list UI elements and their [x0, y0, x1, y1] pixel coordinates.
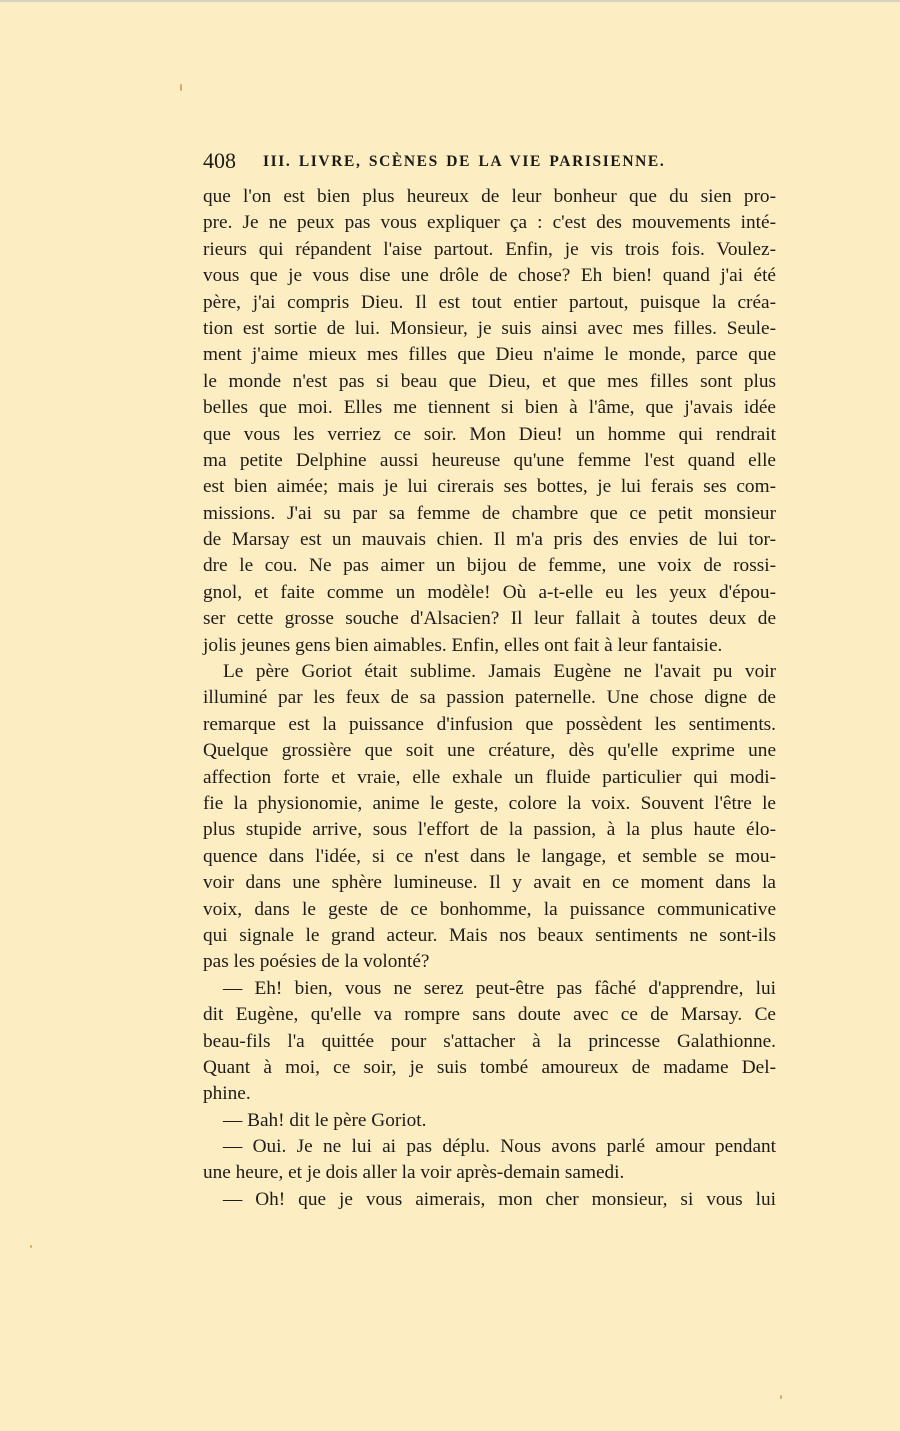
text-line: dre le cou. Ne pas aimer un bijou de femme, une voix de rossi-	[203, 555, 776, 577]
text-line: que vous les verriez ce soir. Mon Dieu! un homme qui rendrait	[203, 423, 776, 445]
text-line: est bien aimée; mais je lui cirerais ses bottes, je lui ferais ses com-	[203, 476, 776, 498]
text-line: vous que je vous dise une drôle de chose? Eh bien! quand j'ai été	[203, 265, 776, 287]
text-line: une heure, et je dois aller la voir après-demain samedi.	[203, 1162, 625, 1184]
running-head: III. LIVRE, SCÈNES DE LA VIE PARISIENNE.	[263, 153, 666, 170]
text-line: missions. J'ai su par sa femme de chambre que ce petit monsieur	[203, 502, 776, 524]
paper-speck	[180, 84, 182, 91]
text-line: fie la physionomie, anime le geste, colore la voix. Souvent l'être le	[203, 792, 776, 814]
page-number: 408	[203, 148, 236, 173]
text-line: plus stupide arrive, sous l'effort de la passion, à la plus haute élo-	[203, 819, 776, 841]
text-line: Quelque grossière que soit une créature, dès qu'elle exprime une	[203, 740, 776, 762]
text-line: qui signale le grand acteur. Mais nos beaux sentiments ne sont-ils	[203, 924, 776, 946]
text-line: quence dans l'idée, si ce n'est dans le langage, et semble se mou-	[203, 845, 776, 867]
text-line: de Marsay est un mauvais chien. Il m'a pris des envies de lui tor-	[203, 529, 776, 551]
text-line: pre. Je ne peux pas vous expliquer ça : c'est des mouvements inté-	[203, 212, 776, 234]
text-line: — Bah! dit le père Goriot.	[223, 1109, 427, 1131]
text-line: voix, dans le geste de ce bonhomme, la puissance communicative	[203, 898, 776, 920]
text-line: Quant à moi, ce soir, je suis tombé amoureux de madame Del-	[203, 1056, 776, 1078]
text-line: — Oh! que je vous aimerais, mon cher monsieur, si vous lui	[223, 1188, 776, 1210]
text-line: le monde n'est pas si beau que Dieu, et que mes filles sont plus	[203, 370, 776, 392]
text-line: ment j'aime mieux mes filles que Dieu n'aime le monde, parce que	[203, 344, 776, 366]
text-line: père, j'ai compris Dieu. Il est tout entier partout, puisque la créa-	[203, 291, 776, 313]
body-text	[203, 184, 776, 1213]
paper-speck	[780, 1395, 782, 1399]
text-line: tion est sortie de lui. Monsieur, je suis ainsi avec mes filles. Seule-	[203, 317, 776, 339]
text-line: phine.	[203, 1083, 251, 1105]
text-line: gnol, et faite comme un modèle! Où a-t-elle eu les yeux d'épou-	[203, 581, 776, 603]
text-line: — Eh! bien, vous ne serez peut-être pas fâché d'apprendre, lui	[223, 977, 776, 999]
text-line: beau-fils l'a quittée pour s'attacher à la princesse Galathionne.	[203, 1030, 776, 1052]
page-header	[203, 148, 778, 178]
text-line: — Oui. Je ne lui ai pas déplu. Nous avons parlé amour pendant	[223, 1136, 776, 1158]
text-line: remarque est la puissance d'infusion que possèdent les sentiments.	[203, 713, 776, 735]
paper-speck	[30, 1245, 32, 1248]
text-line: illuminé par les feux de sa passion paternelle. Une chose digne de	[203, 687, 776, 709]
text-line: que l'on est bien plus heureux de leur bonheur que du sien pro-	[203, 186, 776, 207]
text-line: voir dans une sphère lumineuse. Il y avait en ce moment dans la	[203, 872, 776, 894]
text-line: affection forte et vraie, elle exhale un fluide particulier qui modi-	[203, 766, 776, 788]
text-line: belles que moi. Elles me tiennent si bien à l'âme, que j'avais idée	[203, 397, 776, 419]
text-line: jolis jeunes gens bien aimables. Enfin, elles ont fait à leur fantaisie.	[203, 634, 723, 656]
text-line: ma petite Delphine aussi heureuse qu'une femme l'est quand elle	[203, 449, 776, 471]
text-line: ser cette grosse souche d'Alsacien? Il leur fallait à toutes deux de	[203, 608, 776, 630]
text-line: rieurs qui répandent l'aise partout. Enfin, je vis trois fois. Voulez-	[203, 238, 776, 260]
text-line: dit Eugène, qu'elle va rompre sans doute avec ce de Marsay. Ce	[203, 1004, 776, 1026]
text-line: pas les poésies de la volonté?	[203, 951, 430, 973]
text-line: Le père Goriot était sublime. Jamais Eugène ne l'avait pu voir	[223, 661, 776, 683]
